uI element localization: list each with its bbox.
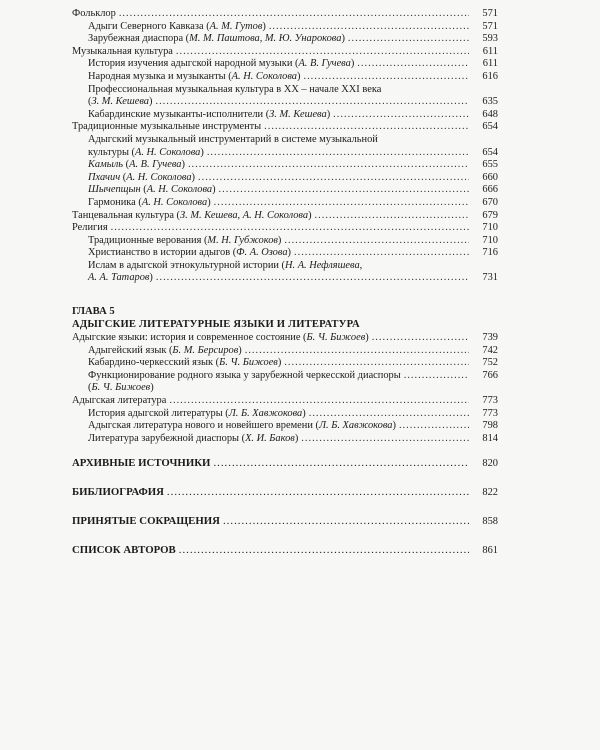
toc-entry <box>72 159 498 172</box>
page-number: 710 <box>482 222 498 234</box>
dot-leader <box>357 58 469 71</box>
toc-entry-title: Адыги Северного Кавказа ( <box>88 20 210 32</box>
toc-entry-text <box>72 395 166 408</box>
toc-entry-title: Профессиональная музыкальная культура в XX – начале XXI века <box>88 83 382 95</box>
section-entry <box>72 457 498 471</box>
chapter-number: ГЛАВА 5 <box>72 306 115 318</box>
toc-entry-title: ( <box>140 184 147 196</box>
toc-entry-title: Ислам в адыгской этнокультурной истории ( <box>88 259 285 271</box>
toc-entry <box>72 109 498 122</box>
toc-entry-text <box>72 210 312 223</box>
toc-entry-author: Л. Б. Хавжокова <box>228 407 303 419</box>
dot-leader <box>315 210 469 223</box>
section-title: БИБЛИОГРАФИЯ <box>72 486 164 499</box>
toc-entry-title: Танцевальная культура ( <box>72 209 181 221</box>
page-number: 611 <box>482 58 498 70</box>
toc-entry-author: Х. И. Баков <box>245 432 295 444</box>
page-number: 654 <box>482 121 498 133</box>
toc-entry-author: А. Н. Соколова <box>135 146 201 158</box>
toc-entry-title: Литература зарубежной диаспоры ( <box>88 432 246 444</box>
page-number: 752 <box>482 357 498 369</box>
page-number: 773 <box>482 407 498 419</box>
toc-entry-title: Функционирование родного языка у зарубежной черкесской диаспоры <box>88 369 401 381</box>
dot-leader <box>269 21 469 34</box>
chapter-entry-list <box>72 332 498 445</box>
toc-entry-author: А. В. Гучева <box>298 58 351 70</box>
page-number: 716 <box>482 247 498 259</box>
toc-entry-text <box>88 147 204 160</box>
toc-entry-author: А. Н. Соколова <box>146 184 213 196</box>
page-number: 571 <box>482 8 498 19</box>
toc-entry-text <box>88 84 381 95</box>
toc-entry <box>72 420 498 433</box>
dot-leader <box>264 121 469 134</box>
dot-leader <box>176 46 469 59</box>
toc-entry-title: Гармоника ( <box>88 196 142 208</box>
toc-entry-text <box>88 370 401 383</box>
dot-leader <box>198 172 469 185</box>
toc-entry-title: Адыгская литература нового и новейшего времени ( <box>88 420 319 432</box>
dot-leader <box>219 184 469 197</box>
toc-entry-title: ( <box>120 171 127 183</box>
page-number: 571 <box>482 20 498 32</box>
toc-entry-author: А. М. Гутов <box>209 20 263 32</box>
toc-entry-title: Христианство в истории адыгов ( <box>88 247 237 259</box>
page-number: 731 <box>482 272 498 284</box>
section-entry <box>72 486 498 500</box>
toc-entry-text <box>72 222 108 235</box>
toc-entry-punct: ) <box>238 344 242 356</box>
dot-leader <box>399 420 469 433</box>
toc-entry-author: Н. А. Нефляшева <box>285 259 360 271</box>
page-number: 635 <box>482 96 498 108</box>
dot-leader <box>156 272 469 285</box>
page-number: 739 <box>482 332 498 344</box>
toc-entry-title: ( <box>88 382 92 394</box>
toc-entry <box>72 58 498 71</box>
section-entry <box>72 544 498 558</box>
table-of-contents <box>72 8 498 558</box>
toc-entry-punct: ) <box>287 247 291 259</box>
page-number: 742 <box>482 344 498 356</box>
page-number: 648 <box>482 108 498 120</box>
toc-entry-text <box>88 197 211 210</box>
toc-entry-author: А. А. Татаров <box>88 272 150 284</box>
toc-entry <box>72 8 498 21</box>
page-number: 773 <box>482 395 498 407</box>
toc-entry-title: культуры ( <box>88 146 136 158</box>
toc-entry-author: Б. Ч. Бижоев <box>219 357 278 369</box>
toc-entry-title: История адыгской литературы ( <box>88 407 229 419</box>
dot-leader <box>214 197 469 210</box>
toc-entry-punct: , <box>359 259 363 271</box>
toc-entry-text <box>88 21 266 34</box>
toc-entry <box>72 382 498 395</box>
toc-entry-punct: ) <box>350 58 355 70</box>
dot-leader <box>155 96 469 109</box>
chapter-5 <box>72 305 498 445</box>
page-number: 766 <box>482 369 498 381</box>
dot-leader <box>179 544 469 556</box>
page-number: 655 <box>482 159 498 171</box>
section-title: ПРИНЯТЫЕ СОКРАЩЕНИЯ <box>72 515 220 528</box>
toc-entry-title: Народная музыка и музыканты ( <box>88 70 232 82</box>
page-number: 593 <box>482 33 498 45</box>
toc-entry-title: Адыгейский язык ( <box>88 344 173 356</box>
toc-entry-punct: ) <box>277 357 282 369</box>
toc-entry-text <box>88 172 195 185</box>
back-matter-sections <box>72 457 498 558</box>
toc-entry-title: Адыгский музыкальный инструментарий в системе музыкальной <box>88 133 378 145</box>
toc-entry-text <box>88 159 185 172</box>
dot-leader <box>167 486 469 498</box>
toc-entry-title: ( <box>88 96 92 108</box>
page-number: 616 <box>482 70 498 82</box>
toc-entry-punct: ) <box>207 196 211 208</box>
toc-entry <box>72 121 498 134</box>
dot-leader <box>284 357 469 370</box>
toc-entry <box>72 184 498 197</box>
toc-entry-author: М. Н. Губжоков <box>207 234 278 246</box>
toc-entry-title: Адыгские языки: история и современное состояние ( <box>72 332 307 344</box>
toc-entry-punct: ) <box>191 171 196 183</box>
toc-entry <box>72 210 498 223</box>
page-number: 861 <box>482 545 498 557</box>
toc-entry-title: ( <box>123 159 130 171</box>
toc-entry-punct: ) <box>297 70 301 82</box>
section-entry <box>72 515 498 529</box>
toc-entry-punct: ) <box>308 209 312 221</box>
toc-entry <box>72 247 498 260</box>
toc-entry <box>72 172 498 185</box>
toc-entry-text <box>88 247 291 260</box>
toc-entry-punct: ) <box>149 96 153 108</box>
page-number: 814 <box>482 432 498 444</box>
toc-entry <box>72 21 498 34</box>
toc-entry-text <box>88 260 362 271</box>
page-number: 679 <box>482 209 498 221</box>
toc-entry-punct: ) <box>277 234 282 246</box>
toc-entry-text <box>88 345 242 358</box>
toc-entry-punct: ) <box>150 382 154 394</box>
toc-entry-text <box>88 96 152 109</box>
toc-entry-punct: ) <box>341 33 345 45</box>
toc-entry-punct: ) <box>392 420 396 432</box>
toc-entry <box>72 395 498 408</box>
dot-leader <box>169 395 469 408</box>
toc-entry-text <box>88 382 154 393</box>
dot-leader <box>111 222 469 235</box>
toc-entry <box>72 235 498 248</box>
page-number: 820 <box>482 458 498 470</box>
toc-entry-author: Л. Б. Хавжокова <box>318 420 393 432</box>
toc-entry-author: З. М. Кешева, А. Н. Соколова <box>180 209 309 221</box>
toc-entry <box>72 332 498 345</box>
toc-entry <box>72 147 498 160</box>
toc-entry-punct: ) <box>200 146 204 158</box>
toc-entry <box>72 222 498 235</box>
dot-leader <box>348 33 469 46</box>
dot-leader <box>207 147 469 160</box>
toc-entry-punct: ) <box>212 184 216 196</box>
toc-entry-title: Традиционные верования ( <box>88 234 208 246</box>
toc-entry <box>72 357 498 370</box>
toc-entry-title: Музыкальная культура <box>72 45 173 57</box>
toc-entry <box>72 370 498 383</box>
toc-entry <box>72 71 498 84</box>
toc-entry-text <box>88 58 354 71</box>
toc-entry-punct: ) <box>365 332 369 344</box>
dot-leader <box>309 408 469 421</box>
page-number: 670 <box>482 196 498 208</box>
dot-leader <box>372 332 469 345</box>
toc-entry-author: З. М. Кешева <box>91 96 150 108</box>
toc-entry-title: История изучения адыгской народной музыки ( <box>88 58 299 70</box>
toc-entry <box>72 272 498 285</box>
toc-entry-author: Ф. А. Озова <box>236 247 288 259</box>
toc-entry-text <box>72 46 173 59</box>
page-number: 666 <box>482 184 498 196</box>
toc-entry <box>72 408 498 421</box>
toc-entry-text <box>88 420 396 433</box>
dot-leader <box>245 345 469 358</box>
toc-entry-text <box>88 433 298 446</box>
dot-leader <box>284 235 469 248</box>
toc-entry-text <box>88 134 378 145</box>
toc-entry-text <box>88 235 281 248</box>
toc-entry-title: Адыгская литература <box>72 395 167 407</box>
toc-entry-author: Б. Ч. Бижоев <box>306 332 366 344</box>
toc-entry <box>72 134 498 147</box>
section-title: СПИСОК АВТОРОВ <box>72 544 176 557</box>
page-number: 611 <box>482 45 498 57</box>
page-number: 822 <box>482 487 498 499</box>
toc-entry <box>72 46 498 59</box>
section-title: АРХИВНЫЕ ИСТОЧНИКИ <box>72 457 211 470</box>
toc-entry <box>72 345 498 358</box>
toc-entry-punct: ) <box>262 20 266 32</box>
dot-leader <box>188 159 469 172</box>
dot-leader <box>301 433 469 446</box>
toc-entry-italic-title: Шычепщын <box>88 184 141 196</box>
toc-entry-punct: ) <box>149 272 153 284</box>
chapter-title: АДЫГСКИЕ ЛИТЕРАТУРНЫЕ ЯЗЫКИ И ЛИТЕРАТУРА <box>72 319 360 331</box>
toc-entry <box>72 433 498 446</box>
page-number: 710 <box>482 234 498 246</box>
toc-entry-punct: ) <box>302 407 306 419</box>
toc-entry-author: А. Н. Соколова <box>231 70 297 82</box>
page-number: 654 <box>482 146 498 158</box>
toc-entry-title: Фольклор <box>72 8 116 19</box>
toc-entry-author: Б. М. Берсиров <box>172 344 239 356</box>
dot-leader <box>213 457 469 469</box>
page-number: 660 <box>482 171 498 183</box>
page-number: 798 <box>482 420 498 432</box>
dot-leader <box>333 109 469 122</box>
toc-entry-punct: ) <box>181 159 185 171</box>
toc-entry <box>72 84 498 97</box>
toc-entry-title: Зарубежная диаспора ( <box>88 33 190 45</box>
toc-entry-text <box>88 184 216 197</box>
toc-entry-author: Б. Ч. Бижоев <box>91 382 151 394</box>
toc-entry-text <box>72 8 116 21</box>
toc-entry-text <box>88 357 281 370</box>
toc-entry <box>72 96 498 109</box>
toc-entry-author: А. Н. Соколова <box>141 196 208 208</box>
toc-entry-text <box>88 71 300 84</box>
page-number: 858 <box>482 516 498 528</box>
toc-entry-title: Религия <box>72 222 108 234</box>
toc-entry-text <box>88 109 330 122</box>
toc-entry-text <box>88 33 345 46</box>
toc-entry-punct: ) <box>294 432 299 444</box>
dot-leader <box>303 71 469 84</box>
toc-entry-author: М. М. Паштова, М. Ю. Унарокова <box>189 33 342 45</box>
toc-entry-italic-title: Камыль <box>88 159 124 171</box>
toc-entry-author: А. В. Гучева <box>129 159 182 171</box>
toc-top-list <box>72 8 498 285</box>
dot-leader <box>294 247 469 260</box>
toc-entry-title: Кабардино-черкесский язык ( <box>88 357 220 369</box>
dot-leader <box>404 370 469 383</box>
toc-entry-italic-title: Пхачич <box>88 171 121 183</box>
toc-entry <box>72 260 498 273</box>
toc-entry-text <box>72 332 369 345</box>
toc-entry-author: А. Н. Соколова <box>126 171 192 183</box>
dot-leader <box>119 8 469 21</box>
toc-entry-title: Кабардинские музыканты-исполнители ( <box>88 108 270 120</box>
dot-leader <box>223 515 469 527</box>
toc-entry-author: З. М. Кешева <box>269 108 327 120</box>
toc-entry <box>72 33 498 46</box>
toc-entry <box>72 197 498 210</box>
toc-entry-title: Традиционные музыкальные инструменты <box>72 121 262 133</box>
toc-entry-text <box>88 408 306 421</box>
toc-entry-punct: ) <box>326 108 331 120</box>
toc-entry-text <box>72 121 261 134</box>
toc-entry-text <box>88 272 153 285</box>
